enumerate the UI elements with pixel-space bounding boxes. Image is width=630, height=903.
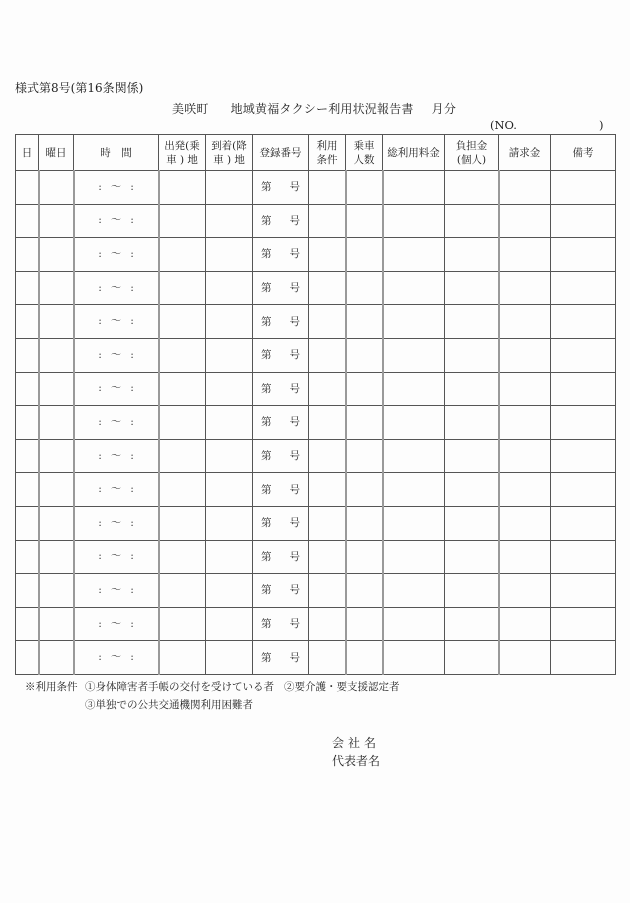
- cell-burden[interactable]: [445, 305, 499, 339]
- table-header-row: [16, 135, 616, 171]
- cell-total-fee[interactable]: [383, 439, 445, 473]
- cell-burden[interactable]: [445, 238, 499, 272]
- cell-reg-no[interactable]: 第 号: [253, 439, 309, 473]
- cell-day[interactable]: [16, 607, 39, 641]
- cell-claim[interactable]: [499, 238, 551, 272]
- cell-condition[interactable]: [309, 540, 346, 574]
- cell-departure[interactable]: [159, 473, 206, 507]
- cell-claim[interactable]: [499, 540, 551, 574]
- cell-total-fee[interactable]: [383, 473, 445, 507]
- cell-departure[interactable]: [159, 607, 206, 641]
- cell-claim[interactable]: [499, 372, 551, 406]
- cell-time[interactable]: : ～ :: [74, 406, 159, 440]
- cell-time[interactable]: : ～ :: [74, 540, 159, 574]
- cell-arrival[interactable]: [206, 372, 253, 406]
- cell-claim[interactable]: [499, 406, 551, 440]
- cell-total-fee[interactable]: [383, 641, 445, 675]
- cell-departure[interactable]: [159, 574, 206, 608]
- cell-day[interactable]: [16, 238, 39, 272]
- cell-passengers[interactable]: [346, 238, 383, 272]
- cell-burden[interactable]: [445, 574, 499, 608]
- cell-weekday[interactable]: [39, 506, 74, 540]
- cell-burden[interactable]: [445, 540, 499, 574]
- cell-condition[interactable]: [309, 372, 346, 406]
- table-row: [16, 473, 616, 507]
- cell-arrival[interactable]: [206, 574, 253, 608]
- cell-reg-no[interactable]: 第 号: [253, 271, 309, 305]
- cell-arrival[interactable]: [206, 540, 253, 574]
- table-row: [16, 439, 616, 473]
- cell-departure[interactable]: [159, 540, 206, 574]
- cell-total-fee[interactable]: [383, 506, 445, 540]
- cell-weekday[interactable]: [39, 238, 74, 272]
- usage-conditions-note: [25, 679, 400, 694]
- table-row: [16, 641, 616, 675]
- cell-departure[interactable]: [159, 372, 206, 406]
- cell-time[interactable]: : ～ :: [74, 506, 159, 540]
- report-title: [172, 100, 456, 117]
- cell-weekday[interactable]: [39, 204, 74, 238]
- cell-reg-no[interactable]: 第 号: [253, 506, 309, 540]
- cell-reg-no[interactable]: 第 号: [253, 406, 309, 440]
- cell-day[interactable]: [16, 574, 39, 608]
- cell-day[interactable]: [16, 204, 39, 238]
- cell-weekday[interactable]: [39, 271, 74, 305]
- cell-arrival[interactable]: [206, 238, 253, 272]
- cell-condition[interactable]: [309, 171, 346, 205]
- cell-arrival[interactable]: [206, 204, 253, 238]
- cell-weekday[interactable]: [39, 305, 74, 339]
- cell-time[interactable]: : ～ :: [74, 607, 159, 641]
- table-row: [16, 305, 616, 339]
- cell-burden[interactable]: [445, 338, 499, 372]
- cell-arrival[interactable]: [206, 305, 253, 339]
- col-header-claim: 請求金: [499, 135, 551, 171]
- cell-arrival[interactable]: [206, 439, 253, 473]
- cell-remarks[interactable]: [551, 338, 616, 372]
- cell-burden[interactable]: [445, 607, 499, 641]
- cell-reg-no[interactable]: 第 号: [253, 171, 309, 205]
- cell-time[interactable]: : ～ :: [74, 204, 159, 238]
- cell-claim[interactable]: [499, 506, 551, 540]
- cell-total-fee[interactable]: [383, 171, 445, 205]
- cell-time[interactable]: : ～ :: [74, 305, 159, 339]
- cell-remarks[interactable]: [551, 204, 616, 238]
- cell-total-fee[interactable]: [383, 372, 445, 406]
- cell-passengers[interactable]: [346, 473, 383, 507]
- cell-condition[interactable]: [309, 406, 346, 440]
- cell-passengers[interactable]: [346, 540, 383, 574]
- col-header-weekday: 曜日: [39, 135, 74, 171]
- cell-reg-no[interactable]: 第 号: [253, 574, 309, 608]
- col-header-time: 時 間: [74, 135, 159, 171]
- cell-passengers[interactable]: [346, 271, 383, 305]
- cell-claim[interactable]: [499, 607, 551, 641]
- cell-remarks[interactable]: [551, 641, 616, 675]
- cell-time[interactable]: : ～ :: [74, 439, 159, 473]
- cell-remarks[interactable]: [551, 574, 616, 608]
- cell-time[interactable]: : ～ :: [74, 473, 159, 507]
- cell-reg-no[interactable]: 第 号: [253, 540, 309, 574]
- cell-condition[interactable]: [309, 305, 346, 339]
- cell-claim[interactable]: [499, 338, 551, 372]
- cell-reg-no[interactable]: 第 号: [253, 641, 309, 675]
- cell-condition[interactable]: [309, 473, 346, 507]
- cell-weekday[interactable]: [39, 406, 74, 440]
- col-header-reg-no: 登録番号: [253, 135, 309, 171]
- cell-passengers[interactable]: [346, 305, 383, 339]
- cell-total-fee[interactable]: [383, 305, 445, 339]
- cell-claim[interactable]: [499, 171, 551, 205]
- cell-day[interactable]: [16, 473, 39, 507]
- cell-burden[interactable]: [445, 372, 499, 406]
- condition-1: ①身体障害者手帳の交付を受けている者: [85, 681, 274, 693]
- cell-claim[interactable]: [499, 574, 551, 608]
- cell-claim[interactable]: [499, 271, 551, 305]
- table-row: [16, 372, 616, 406]
- cell-condition[interactable]: [309, 204, 346, 238]
- table-row: [16, 574, 616, 608]
- cell-arrival[interactable]: [206, 506, 253, 540]
- cell-day[interactable]: [16, 406, 39, 440]
- cell-condition[interactable]: [309, 271, 346, 305]
- cell-claim[interactable]: [499, 473, 551, 507]
- cell-burden[interactable]: [445, 171, 499, 205]
- cell-claim[interactable]: [499, 641, 551, 675]
- cell-total-fee[interactable]: [383, 574, 445, 608]
- cell-weekday[interactable]: [39, 641, 74, 675]
- cell-day[interactable]: [16, 271, 39, 305]
- cell-reg-no[interactable]: 第 号: [253, 607, 309, 641]
- cell-total-fee[interactable]: [383, 607, 445, 641]
- cell-passengers[interactable]: [346, 641, 383, 675]
- col-header-day: 日: [16, 135, 39, 171]
- cell-passengers[interactable]: [346, 439, 383, 473]
- cell-burden[interactable]: [445, 271, 499, 305]
- cell-remarks[interactable]: [551, 406, 616, 440]
- form-number: 様式第8号(第16条関係): [15, 81, 144, 95]
- cell-weekday[interactable]: [39, 372, 74, 406]
- condition-2: ②要介護・要支援認定者: [284, 681, 400, 693]
- cell-arrival[interactable]: [206, 406, 253, 440]
- representative-name-field[interactable]: 代表者名: [332, 754, 381, 768]
- cell-weekday[interactable]: [39, 574, 74, 608]
- cell-arrival[interactable]: [206, 171, 253, 205]
- cell-day[interactable]: [16, 171, 39, 205]
- cell-burden[interactable]: [445, 439, 499, 473]
- note-label: ※利用条件: [25, 681, 78, 693]
- cell-condition[interactable]: [309, 238, 346, 272]
- cell-remarks[interactable]: [551, 171, 616, 205]
- cell-remarks[interactable]: [551, 540, 616, 574]
- cell-reg-no[interactable]: 第 号: [253, 473, 309, 507]
- cell-weekday[interactable]: [39, 473, 74, 507]
- cell-arrival[interactable]: [206, 338, 253, 372]
- col-header-passengers: 乗車 人数: [346, 135, 383, 171]
- report-number-field[interactable]: (NO. ): [490, 118, 604, 132]
- cell-reg-no[interactable]: 第 号: [253, 305, 309, 339]
- cell-day[interactable]: [16, 506, 39, 540]
- cell-arrival[interactable]: [206, 473, 253, 507]
- cell-time[interactable]: : ～ :: [74, 372, 159, 406]
- cell-reg-no[interactable]: 第 号: [253, 238, 309, 272]
- cell-total-fee[interactable]: [383, 271, 445, 305]
- cell-day[interactable]: [16, 372, 39, 406]
- cell-passengers[interactable]: [346, 338, 383, 372]
- cell-reg-no[interactable]: 第 号: [253, 204, 309, 238]
- table-row: [16, 506, 616, 540]
- cell-remarks[interactable]: [551, 372, 616, 406]
- cell-departure[interactable]: [159, 641, 206, 675]
- cell-day[interactable]: [16, 439, 39, 473]
- cell-time[interactable]: : ～ :: [74, 641, 159, 675]
- cell-passengers[interactable]: [346, 406, 383, 440]
- table-row: [16, 540, 616, 574]
- cell-condition[interactable]: [309, 338, 346, 372]
- cell-time[interactable]: : ～ :: [74, 171, 159, 205]
- cell-passengers[interactable]: [346, 607, 383, 641]
- cell-time[interactable]: : ～ :: [74, 238, 159, 272]
- cell-passengers[interactable]: [346, 171, 383, 205]
- cell-claim[interactable]: [499, 204, 551, 238]
- cell-passengers[interactable]: [346, 204, 383, 238]
- cell-arrival[interactable]: [206, 641, 253, 675]
- month-field[interactable]: 月分: [431, 102, 457, 116]
- table-row: [16, 238, 616, 272]
- cell-time[interactable]: : ～ :: [74, 574, 159, 608]
- cell-claim[interactable]: [499, 305, 551, 339]
- col-header-remarks: 備考: [551, 135, 616, 171]
- table-row: [16, 406, 616, 440]
- cell-departure[interactable]: [159, 271, 206, 305]
- cell-condition[interactable]: [309, 641, 346, 675]
- cell-departure[interactable]: [159, 171, 206, 205]
- cell-day[interactable]: [16, 540, 39, 574]
- cell-time[interactable]: : ～ :: [74, 271, 159, 305]
- cell-burden[interactable]: [445, 506, 499, 540]
- cell-reg-no[interactable]: 第 号: [253, 338, 309, 372]
- cell-weekday[interactable]: [39, 439, 74, 473]
- cell-total-fee[interactable]: [383, 540, 445, 574]
- col-header-total-fee: 総利用料金: [383, 135, 445, 171]
- cell-claim[interactable]: [499, 439, 551, 473]
- cell-time[interactable]: : ～ :: [74, 338, 159, 372]
- report-name: 地域黄福タクシー利用状況報告書: [230, 102, 414, 116]
- cell-condition[interactable]: [309, 439, 346, 473]
- town-name: 美咲町: [172, 102, 209, 116]
- table-row: [16, 204, 616, 238]
- cell-day[interactable]: [16, 338, 39, 372]
- cell-remarks[interactable]: [551, 439, 616, 473]
- col-header-condition: 利用 条件: [309, 135, 346, 171]
- cell-reg-no[interactable]: 第 号: [253, 372, 309, 406]
- cell-weekday[interactable]: [39, 540, 74, 574]
- cell-burden[interactable]: [445, 204, 499, 238]
- cell-weekday[interactable]: [39, 171, 74, 205]
- cell-departure[interactable]: [159, 338, 206, 372]
- usage-report-table: [15, 134, 616, 675]
- company-name-field[interactable]: 会社名: [332, 736, 381, 750]
- cell-passengers[interactable]: [346, 506, 383, 540]
- table-row: [16, 338, 616, 372]
- col-header-burden: 負担金 (個人): [445, 135, 499, 171]
- cell-burden[interactable]: [445, 406, 499, 440]
- cell-departure[interactable]: [159, 439, 206, 473]
- cell-condition[interactable]: [309, 607, 346, 641]
- cell-departure[interactable]: [159, 406, 206, 440]
- cell-weekday[interactable]: [39, 338, 74, 372]
- cell-remarks[interactable]: [551, 607, 616, 641]
- col-header-departure: 出発(乗 車 ) 地: [159, 135, 206, 171]
- cell-departure[interactable]: [159, 506, 206, 540]
- table-row: [16, 271, 616, 305]
- cell-remarks[interactable]: [551, 238, 616, 272]
- cell-total-fee[interactable]: [383, 338, 445, 372]
- cell-remarks[interactable]: [551, 305, 616, 339]
- condition-3: ③単独での公共交通機関利用困難者: [85, 699, 253, 711]
- table-row: [16, 607, 616, 641]
- col-header-arrival: 到着(降 車 ) 地: [206, 135, 253, 171]
- cell-passengers[interactable]: [346, 574, 383, 608]
- cell-departure[interactable]: [159, 238, 206, 272]
- cell-condition[interactable]: [309, 574, 346, 608]
- cell-passengers[interactable]: [346, 372, 383, 406]
- cell-day[interactable]: [16, 305, 39, 339]
- cell-total-fee[interactable]: [383, 406, 445, 440]
- cell-day[interactable]: [16, 641, 39, 675]
- cell-burden[interactable]: [445, 473, 499, 507]
- cell-total-fee[interactable]: [383, 238, 445, 272]
- cell-remarks[interactable]: [551, 271, 616, 305]
- cell-departure[interactable]: [159, 204, 206, 238]
- cell-total-fee[interactable]: [383, 204, 445, 238]
- table-row: [16, 171, 616, 205]
- cell-arrival[interactable]: [206, 271, 253, 305]
- cell-weekday[interactable]: [39, 607, 74, 641]
- cell-burden[interactable]: [445, 641, 499, 675]
- cell-departure[interactable]: [159, 305, 206, 339]
- cell-arrival[interactable]: [206, 607, 253, 641]
- cell-remarks[interactable]: [551, 506, 616, 540]
- cell-remarks[interactable]: [551, 473, 616, 507]
- cell-condition[interactable]: [309, 506, 346, 540]
